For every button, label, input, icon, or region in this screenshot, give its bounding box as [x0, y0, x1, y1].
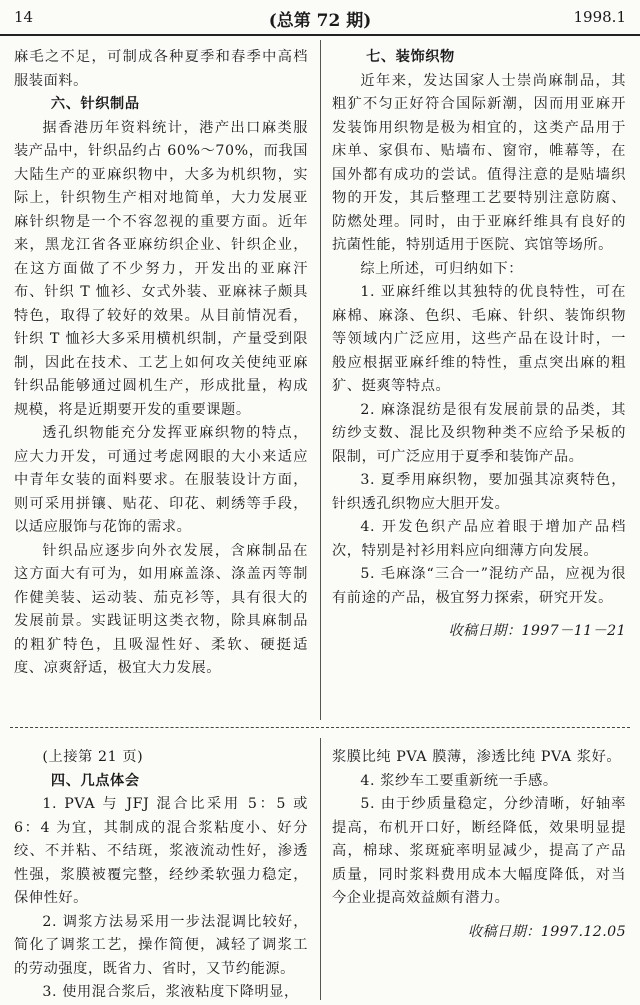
- paragraph: 据香港历年资料统计，港产出口麻类服装产品中，针织品约占 60%～70%，而我国大陆生产的亚麻织物中，大多为机织物，实际上，针织物生产相对地简单，大力发展亚麻针织物是一个不容忽视的重要方面。近年来，黑龙江省各亚麻纺织企业、针织企业，在这方面做了不少努力，开发出的亚麻汗布、针织 T 恤衫、女式外装、亚麻袜子颇具特色，取得了较好的效果。从目前情况看，针织 T 恤衫大多采用横机织制，产量受到限制，因此在技术、工艺上如何攻关使纯亚麻针织品能够通过圆机生产，形成批量，构成规模，将是近期要开发的重要课题。: [14, 119, 308, 418]
- continuation-note: (上接第 21 页): [42, 749, 144, 765]
- section-heading-decorative: 七、装饰织物: [366, 49, 455, 65]
- publication-year: 1998.1: [573, 8, 626, 26]
- received-date: 收稿日期：1997.12.05: [467, 923, 626, 940]
- list-item: 3. 夏季用麻织物，要加强其凉爽特色，针织透孔织物应大胆开发。: [332, 472, 626, 512]
- section-heading-experience: 四、几点体会: [50, 772, 140, 789]
- section-divider: [10, 727, 630, 728]
- list-item: 1. PVA 与 JFJ 混合比采用 5：5 或 6：4 为宜，其制成的混合浆粘度小、好分绞、不并粘、不结斑，浆液流动性好，渗透性强，浆膜被覆完整，经纱柔软强力稳定，保伸性好。: [14, 796, 308, 906]
- list-item: 5. 毛麻涤“三合一”混纺产品，应视为很有前途的产品，极宜努力探索，研究开发。: [332, 566, 626, 606]
- top-right-column: [332, 46, 626, 644]
- issue-number: (总第 72 期): [268, 11, 372, 31]
- list-item: 2. 调浆方法易采用一步法混调比较好，简化了调浆工艺，操作简便，减轻了调浆工的劳动强度，既省力、省时，又节约能源。: [14, 913, 308, 977]
- paragraph: 近年来，发达国家人士崇尚麻制品，其粗犷不匀正好符合国际新潮，因而用亚麻开发装饰用织物是极为相宜的，这类产品用于床单、家俱布、贴墙布、窗帘，帷幕等，在国外都有成功的尝试。值得注意的是贴墙织物的开发，其后整理工艺要特别注意防腐、防燃处理。同时，由于亚麻纤维具有良好的抗菌性能，特别适用于医院、宾馆等场所。: [332, 72, 626, 253]
- list-item: 4. 浆纱车工要重新统一手感。: [360, 772, 558, 789]
- list-item: 2. 麻涤混纺是很有发展前景的品类，其纺纱支数、混比及织物种类不应给予呆板的限制，可广泛应用于夏季和装饰产品。: [332, 401, 626, 465]
- paragraph: 透孔织物能充分发挥亚麻织物的特点，应大力开发，可通过考虑网眼的大小来适应中青年女装的面料要求。在服装设计方面，则可采用拼镶、贴花、印花、刺绣等手段，以适应服饰与花饰的需求。: [14, 425, 308, 535]
- column-divider-top: [320, 40, 321, 720]
- paragraph: 针织品应逐步向外衣发展，含麻制品在这方面大有可为，如用麻盖涤、涤盖丙等制作健美装、运动装、茄克衫等，具有很大的发展前景。实践证明这类衣物，除具麻制品的粗犷特色，且吸湿性好、柔软、硬挺适度、凉爽舒适，极宜大力发展。: [14, 542, 308, 676]
- paragraph: 综上所述，可归纳如下：: [360, 260, 524, 277]
- bottom-right-column: [332, 746, 626, 944]
- bottom-left-column: [14, 746, 308, 1005]
- list-item: 1. 亚麻纤维以其独特的优良特性，可在麻棉、麻涤、色织、毛麻、针织、装饰织物等领域内广泛应用，这些产品在设计时，一般应根据亚麻纤维的特性，重点突出麻的粗犷、挺爽等特点。: [332, 284, 626, 394]
- column-divider-bottom: [320, 738, 321, 1000]
- top-left-column: [14, 46, 308, 681]
- page-number: 14: [14, 8, 34, 26]
- page-header: [0, 0, 640, 36]
- list-item: 5. 由于纱质量稳定，分纱清晰，好轴率提高，布机开口好，断经降低，效果明显提高，棉球、浆斑疵率明显减少，提高了产品质量，同时浆料费用成本大幅度降低，对当今企业提高效益颇有潜力。: [332, 796, 626, 906]
- section-heading-knitted: 六、针织制品: [50, 96, 140, 112]
- paragraph: 浆膜比纯 PVA 膜薄，渗透比纯 PVA 浆好。: [332, 749, 622, 765]
- paragraph: 麻毛之不足，可制成各种夏季和春季中高档服装面料。: [14, 49, 308, 89]
- list-item: 3. 使用混合浆后，浆液粘度下降明显，: [42, 984, 299, 1000]
- received-date: 收稿日期：1997－11－21: [448, 623, 626, 639]
- list-item: 4. 开发色织产品应着眼于增加产品档次，特别是衬衫用料应向细薄方向发展。: [332, 519, 626, 559]
